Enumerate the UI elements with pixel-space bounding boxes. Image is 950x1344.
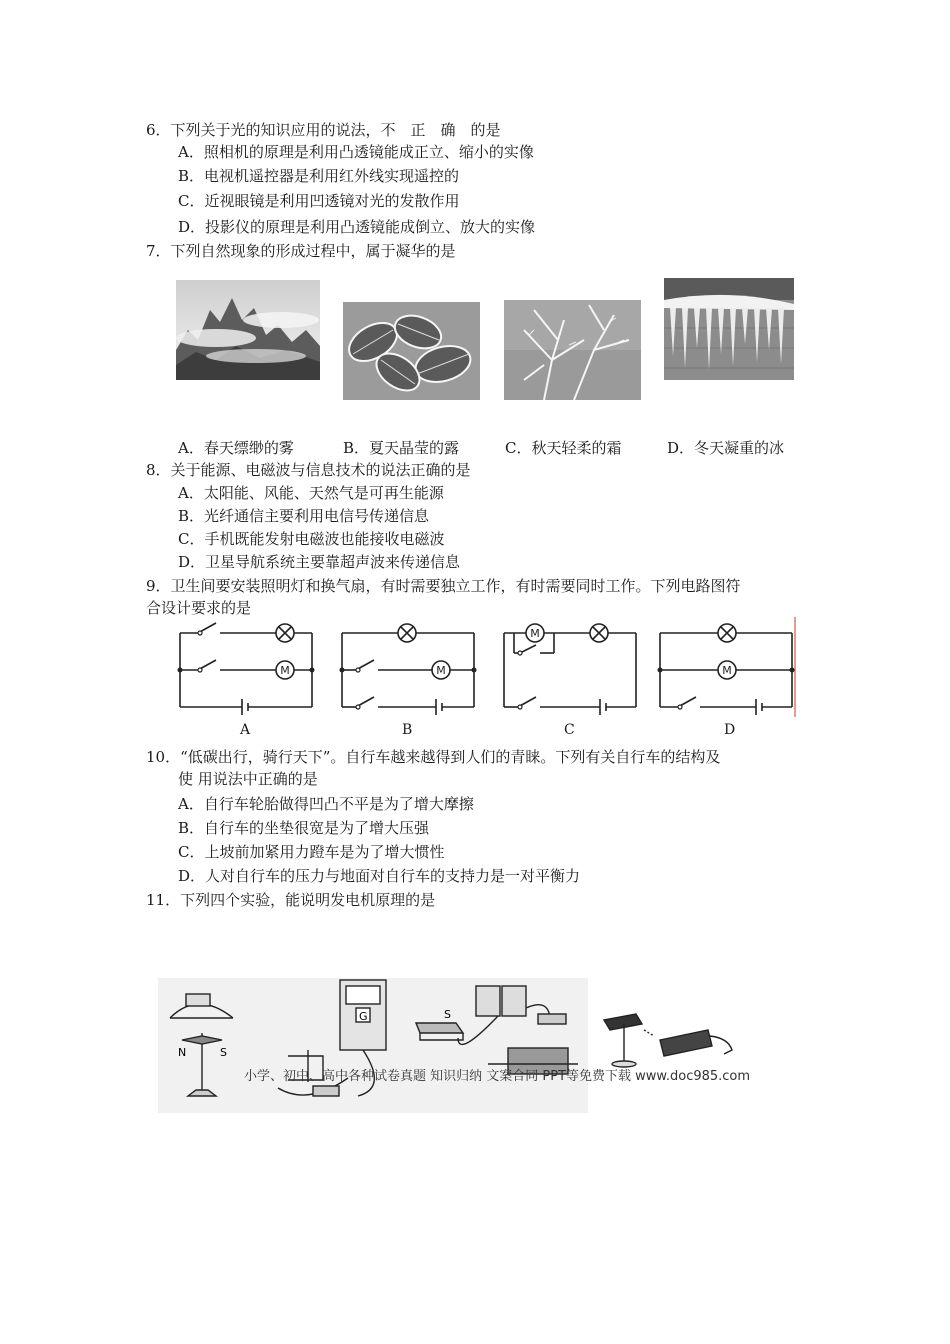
q10-option-b: B．自行车的坐垫很宽是为了增大压强 bbox=[178, 819, 430, 837]
q10-option-a: A．自行车轮胎做得凹凸不平是为了增大摩擦 bbox=[178, 795, 474, 813]
q10-option-d: D．人对自行车的压力与地面对自行车的支持力是一对平衡力 bbox=[178, 867, 581, 885]
q9-stem-line1: 9．卫生间要安装照明灯和换气扇，有时需要独立工作，有时需要同时工作。下列电路图符 bbox=[146, 577, 741, 595]
q6-stem: 6．下列关于光的知识应用的说法，不 正 确 的是 bbox=[146, 121, 501, 139]
q8-option-b: B．光纤通信主要利用电信号传递信息 bbox=[178, 507, 430, 525]
q10-option-c: C．上坡前加紧用力蹬车是为了增大惯性 bbox=[178, 843, 445, 861]
circuit-a-motor-label: M bbox=[280, 664, 290, 677]
circuit-d bbox=[656, 615, 798, 720]
q7-caption-c: C．秋天轻柔的霜 bbox=[505, 439, 622, 457]
circuit-b-motor-label: M bbox=[436, 664, 446, 677]
ice-photo bbox=[664, 278, 794, 380]
galvanometer-label: G bbox=[359, 1010, 368, 1023]
q10-stem-line1: 10．“低碳出行，骑行天下”。自行车越来越得到人们的青睐。下列有关自行车的结构及 bbox=[146, 748, 721, 766]
q9-stem-line2: 合设计要求的是 bbox=[146, 599, 252, 617]
q8-option-c: C．手机既能发射电磁波也能接收电磁波 bbox=[178, 530, 445, 548]
q6-option-d: D．投影仪的原理是利用凸透镜能成倒立、放大的实像 bbox=[178, 218, 536, 236]
q7-caption-a: A．春天缥缈的雾 bbox=[178, 439, 294, 457]
circuit-d-label: D bbox=[724, 722, 736, 738]
compass-n-label: N bbox=[178, 1046, 187, 1059]
experiments-figure bbox=[158, 978, 588, 1113]
q11-stem: 11．下列四个实验，能说明发电机原理的是 bbox=[146, 891, 436, 909]
circuit-b-label: B bbox=[402, 722, 413, 738]
frost-photo bbox=[504, 300, 641, 400]
q10-stem-line2: 使 用说法中正确的是 bbox=[178, 770, 318, 788]
q7-caption-b: B．夏天晶莹的露 bbox=[343, 439, 460, 457]
circuit-c bbox=[500, 615, 640, 720]
circuit-a bbox=[176, 615, 316, 720]
magnet-s-label: S bbox=[444, 1008, 451, 1021]
compass-s-label: S bbox=[220, 1046, 227, 1059]
circuit-c-motor-label: M bbox=[530, 627, 540, 640]
q6-option-c: C．近视眼镜是利用凹透镜对光的发散作用 bbox=[178, 192, 460, 210]
q7-caption-d: D．冬天凝重的冰 bbox=[667, 439, 785, 457]
q8-option-a: A．太阳能、风能、天然气是可再生能源 bbox=[178, 484, 444, 502]
circuit-a-label: A bbox=[240, 722, 251, 738]
q6-option-b: B．电视机遥控器是利用红外线实现遥控的 bbox=[178, 167, 460, 185]
q6-option-a: A．照相机的原理是利用凸透镜能成正立、缩小的实像 bbox=[178, 143, 534, 161]
fog-photo bbox=[176, 280, 320, 380]
q8-stem: 8．关于能源、电磁波与信息技术的说法正确的是 bbox=[146, 461, 471, 479]
circuit-b bbox=[338, 615, 478, 720]
circuit-d-motor-label: M bbox=[722, 664, 732, 677]
watermark-text: 小学、初中、高中各种试卷真题 知识归纳 文案合同 PPT等免费下载 www.doc985.com bbox=[244, 1069, 751, 1084]
q8-option-d: D．卫星导航系统主要靠超声波来传递信息 bbox=[178, 553, 461, 571]
circuit-c-label: C bbox=[564, 722, 575, 738]
q7-stem: 7．下列自然现象的形成过程中，属于凝华的是 bbox=[146, 242, 456, 260]
dew-photo bbox=[343, 302, 480, 400]
